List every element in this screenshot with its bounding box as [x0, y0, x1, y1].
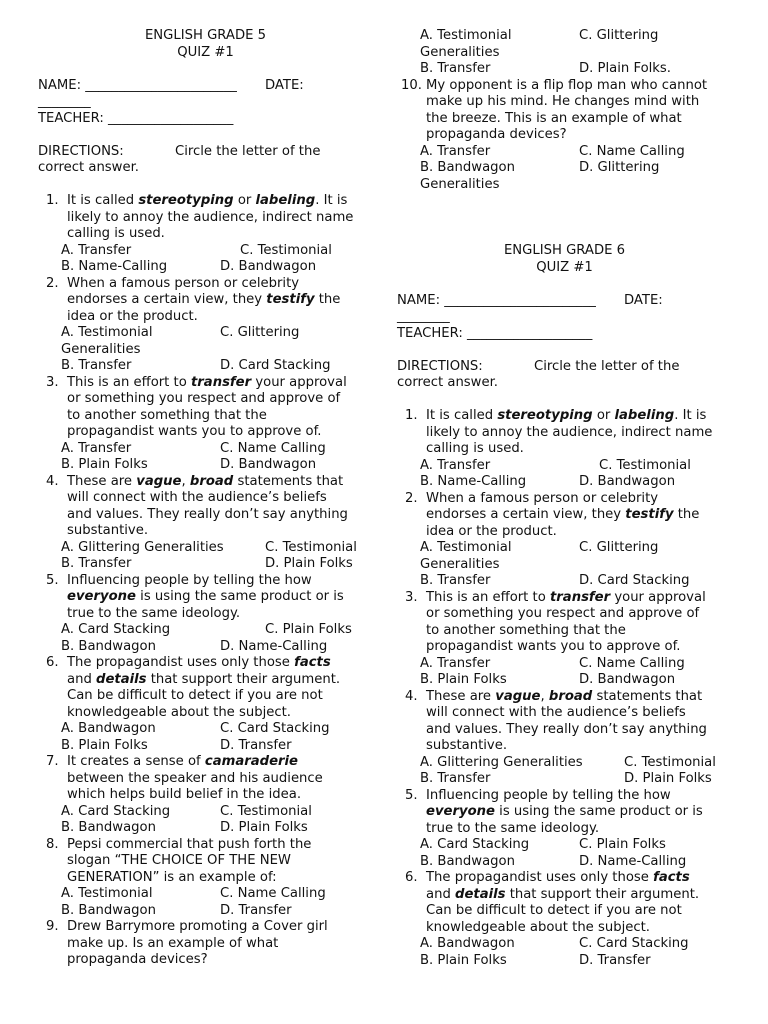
question-text: Influencing people by telling the how — [426, 787, 671, 803]
question-text: The propagandist uses only those — [426, 870, 654, 885]
quiz-number: QUIZ #1 — [177, 44, 234, 60]
question-line — [426, 738, 507, 755]
answer-option: C. Plain Folks — [265, 622, 352, 637]
question-text: calling is used. — [426, 441, 524, 456]
question-text: propagandist wants you to approve of. — [426, 639, 681, 654]
emphasized-keyword: transfer — [190, 374, 252, 390]
question-line — [67, 787, 301, 804]
answer-option: C. Name Calling — [579, 655, 685, 671]
emphasized-keyword: stereotyping — [138, 193, 234, 208]
directions-text: Circle the letter of the — [534, 358, 680, 374]
question-line — [426, 804, 703, 821]
emphasized-keyword: everyone — [426, 804, 495, 819]
question-line — [426, 887, 699, 904]
question-text: When a famous person or celebrity — [67, 275, 300, 291]
question-number: 2. — [46, 275, 59, 291]
question-text: will connect with the audience’s beliefs — [67, 490, 327, 505]
question-line — [426, 821, 599, 838]
question-line — [67, 309, 198, 326]
quiz-title: ENGLISH GRADE 6 — [503, 243, 626, 258]
emphasized-keyword: transfer — [549, 589, 611, 605]
answer-option: D. Transfer — [220, 737, 292, 753]
answer-option: Generalities — [61, 341, 141, 357]
question-text: or — [233, 193, 256, 208]
answer-option: B. Transfer — [61, 556, 132, 571]
answer-option: A. Testimonial — [420, 540, 512, 555]
question-line — [426, 639, 681, 656]
question-text: and — [67, 671, 97, 687]
teacher-field-label: TEACHER: ___________________ — [38, 110, 234, 126]
question-text: knowledgeable about the subject. — [67, 704, 291, 720]
answer-option: B. Plain Folks — [61, 737, 148, 753]
directions-text: Circle the letter of the — [175, 143, 321, 159]
question-number: 5. — [46, 572, 59, 588]
question-text: knowledgeable about the subject. — [426, 919, 650, 935]
emphasized-keyword: testify — [625, 507, 674, 522]
question-line — [426, 722, 707, 739]
question-number: 8. — [46, 836, 59, 852]
question-line — [67, 672, 340, 689]
question-line — [67, 490, 327, 507]
question-line — [426, 870, 690, 887]
question-number: 9. — [46, 919, 59, 934]
emphasized-keyword: stereotyping — [497, 408, 593, 423]
teacher-field-label: TEACHER: ___________________ — [397, 325, 593, 341]
question-line — [67, 754, 298, 771]
answer-option: D. Transfer — [579, 952, 651, 968]
question-text: between the speaker and his audience — [67, 770, 323, 786]
question-text: It is called — [67, 193, 139, 208]
question-number: 6. — [405, 870, 418, 885]
question-line — [67, 226, 165, 243]
answer-option: B. Bandwagon — [61, 638, 156, 654]
question-text: and values. They really don’t say anything — [426, 721, 707, 737]
answer-option: D. Card Stacking — [220, 358, 331, 373]
question-text: to another something that the — [426, 622, 626, 638]
name-field-label: NAME: _______________________ — [38, 77, 237, 93]
answer-option: C. Glittering — [579, 540, 659, 555]
question-text: endorses a certain view, they — [426, 507, 626, 522]
question-line — [67, 408, 267, 425]
answer-option: A. Transfer — [61, 440, 132, 456]
answer-option: D. Plain Folks — [265, 556, 353, 571]
date-field-label: DATE: — [624, 292, 663, 308]
question-text: to another something that the — [67, 407, 267, 423]
date-field-line: ________ — [397, 309, 450, 324]
question-text: The propagandist uses only those — [67, 655, 295, 670]
question-line — [426, 441, 524, 458]
answer-option: C. Testimonial — [265, 539, 357, 555]
question-line — [426, 507, 699, 524]
question-line — [67, 210, 353, 227]
question-text: substantive. — [426, 738, 508, 753]
question-text: or something you respect and approve of — [67, 391, 341, 406]
question-line — [426, 94, 699, 111]
question-line — [67, 507, 348, 524]
answer-option: A. Card Stacking — [420, 837, 530, 852]
question-number: 7. — [46, 754, 59, 769]
question-line — [67, 292, 340, 309]
question-text: true to the same ideology. — [426, 820, 600, 836]
answer-option: A. Testimonial — [61, 325, 153, 340]
answer-option: D. Transfer — [220, 902, 292, 918]
emphasized-keyword: testify — [266, 292, 315, 307]
question-number: 4. — [405, 688, 418, 704]
answer-option: D. Name-Calling — [220, 638, 328, 654]
answer-option: D. Name-Calling — [579, 853, 687, 869]
question-line — [67, 375, 347, 392]
answer-option: A. Transfer — [420, 143, 491, 159]
question-line — [67, 193, 347, 210]
question-text: Drew Barrymore promoting a Cover girl — [67, 919, 328, 934]
question-text: This is an effort to — [426, 589, 550, 605]
emphasized-keyword: everyone — [67, 589, 136, 604]
question-text: endorses a certain view, they — [67, 292, 267, 307]
answer-option: A. Testimonial — [420, 28, 512, 43]
question-text: . It is — [315, 193, 348, 208]
question-line — [426, 425, 712, 442]
question-line — [67, 424, 322, 441]
question-number: 4. — [46, 473, 59, 489]
emphasized-keyword: labeling — [255, 193, 316, 208]
answer-option: D. Glittering — [579, 160, 660, 175]
answer-option: Generalities — [420, 556, 500, 572]
answer-option: D. Bandwagon — [220, 259, 317, 274]
date-field-label: DATE: — [265, 77, 304, 93]
emphasized-keyword: broad — [548, 688, 593, 704]
answer-option: A. Glittering Generalities — [61, 539, 224, 555]
question-line — [67, 870, 277, 887]
question-text: likely to annoy the audience, indirect name — [426, 424, 713, 440]
answer-option: A. Transfer — [420, 457, 491, 473]
question-number: 1. — [405, 408, 418, 423]
question-line — [67, 474, 343, 491]
emphasized-keyword: broad — [189, 473, 234, 489]
answer-option: A. Bandwagon — [420, 936, 515, 951]
quiz-title: ENGLISH GRADE 5 — [144, 28, 267, 43]
answer-option: A. Card Stacking — [61, 803, 171, 819]
question-text: or — [592, 408, 615, 423]
answer-option: Generalities — [420, 176, 500, 192]
answer-option: A. Transfer — [61, 242, 132, 258]
question-line — [67, 705, 291, 722]
answer-option: A. Testimonial — [61, 886, 153, 901]
answer-option: A. Glittering Generalities — [420, 754, 583, 770]
question-text: will connect with the audience’s beliefs — [426, 705, 686, 720]
answer-option: D. Plain Folks — [624, 771, 712, 786]
emphasized-keyword: details — [455, 886, 506, 902]
date-field-line: ________ — [38, 94, 91, 109]
question-text: My opponent is a flip flop man who cannot — [426, 77, 708, 93]
emphasized-keyword: facts — [294, 655, 331, 670]
question-line — [426, 590, 706, 607]
question-text: , — [181, 473, 190, 489]
answer-option: D. Bandwagon — [579, 672, 676, 687]
question-line — [67, 589, 344, 606]
answer-option: A. Transfer — [420, 655, 491, 671]
question-text: your approval — [251, 374, 347, 390]
answer-option: C. Card Stacking — [220, 721, 330, 736]
question-line — [426, 788, 671, 805]
question-text: Can be difficult to detect if you are not — [67, 688, 323, 703]
answer-option: D. Bandwagon — [579, 474, 676, 489]
question-number: 10. — [401, 77, 422, 93]
question-text: and — [426, 886, 456, 902]
directions-label: DIRECTIONS: — [38, 143, 124, 159]
answer-option: B. Bandwagon — [420, 853, 515, 869]
question-text: . It is — [674, 408, 707, 423]
directions-text-continued: correct answer. — [397, 375, 498, 390]
answer-option: C. Testimonial — [220, 803, 312, 819]
question-line — [426, 491, 658, 508]
question-text: It is called — [426, 408, 498, 423]
question-text: It creates a sense of — [67, 754, 205, 769]
question-line — [426, 524, 557, 541]
question-text: propaganda devices? — [426, 127, 567, 142]
answer-option: D. Bandwagon — [220, 457, 317, 472]
answer-option: B. Bandwagon — [420, 160, 515, 175]
answer-option: C. Testimonial — [599, 457, 691, 473]
question-text: your approval — [610, 589, 706, 605]
answer-option: B. Bandwagon — [61, 902, 156, 918]
question-text: that support their argument. — [505, 886, 700, 902]
question-line — [426, 689, 702, 706]
answer-option: C. Glittering — [220, 325, 300, 340]
answer-option: B. Plain Folks — [61, 457, 148, 472]
question-text: propagandist wants you to approve of. — [67, 424, 322, 439]
answer-option: B. Transfer — [420, 771, 491, 786]
question-line — [67, 936, 278, 953]
answer-option: C. Name Calling — [579, 143, 685, 159]
answer-option: C. Testimonial — [240, 242, 332, 258]
question-text: slogan “THE CHOICE OF THE NEW — [67, 853, 291, 868]
question-line — [67, 391, 340, 408]
answer-option: Generalities — [420, 44, 500, 60]
question-line — [67, 919, 328, 936]
question-text: substantive. — [67, 523, 149, 538]
question-text: is using the same product or is — [135, 589, 344, 604]
directions-text-continued: correct answer. — [38, 160, 139, 175]
question-text: , — [540, 688, 549, 704]
question-text: Influencing people by telling the how — [67, 572, 312, 588]
question-line — [426, 623, 626, 640]
question-line — [67, 771, 323, 788]
question-line — [67, 688, 323, 705]
answer-option: B. Bandwagon — [61, 820, 156, 835]
question-number: 5. — [405, 787, 418, 803]
question-line — [426, 408, 706, 425]
question-text: Pepsi commercial that push forth the — [67, 836, 312, 852]
quiz-number: QUIZ #1 — [536, 259, 593, 275]
answer-option: C. Name Calling — [220, 886, 326, 901]
directions-label: DIRECTIONS: — [397, 358, 483, 374]
answer-option: B. Plain Folks — [420, 672, 507, 687]
question-line — [67, 655, 331, 672]
emphasized-keyword: vague — [136, 473, 182, 489]
question-text: Can be difficult to detect if you are not — [426, 903, 682, 918]
question-text: the breeze. This is an example of what — [426, 110, 682, 126]
question-text: make up. Is an example of what — [67, 935, 279, 951]
question-line — [67, 837, 311, 854]
question-line — [426, 111, 682, 128]
emphasized-keyword: details — [96, 671, 147, 687]
question-line — [426, 903, 682, 920]
question-line — [426, 127, 567, 144]
question-number: 3. — [405, 589, 418, 605]
question-text: statements that — [233, 473, 344, 489]
question-number: 6. — [46, 655, 59, 670]
name-field-label: NAME: _______________________ — [397, 292, 596, 308]
emphasized-keyword: labeling — [614, 408, 675, 423]
question-text: likely to annoy the audience, indirect name — [67, 209, 354, 225]
answer-option: A. Card Stacking — [61, 622, 171, 637]
question-line — [426, 78, 707, 95]
emphasized-keyword: camaraderie — [204, 754, 298, 769]
question-line — [67, 952, 208, 969]
question-text: This is an effort to — [67, 374, 191, 390]
answer-option: B. Plain Folks — [420, 952, 507, 968]
question-line — [67, 276, 299, 293]
answer-option: C. Glittering — [579, 28, 659, 43]
question-text: When a famous person or celebrity — [426, 490, 659, 506]
answer-option: C. Testimonial — [624, 754, 716, 770]
emphasized-keyword: facts — [653, 870, 690, 885]
question-line — [426, 606, 699, 623]
answer-option: D. Plain Folks — [220, 820, 308, 835]
question-line — [67, 853, 291, 870]
question-text: idea or the product. — [426, 523, 557, 539]
question-text: These are — [67, 473, 137, 489]
question-text: statements that — [592, 688, 703, 704]
answer-option: C. Name Calling — [220, 440, 326, 456]
question-text: is using the same product or is — [494, 804, 703, 819]
question-number: 3. — [46, 374, 59, 390]
question-text: that support their argument. — [146, 671, 341, 687]
question-line — [67, 573, 312, 590]
question-text: and values. They really don’t say anything — [67, 506, 348, 522]
question-number: 2. — [405, 490, 418, 506]
answer-option: B. Transfer — [61, 358, 132, 373]
question-text: GENERATION” is an example of: — [67, 869, 277, 885]
answer-option: D. Plain Folks. — [579, 61, 671, 76]
question-line — [67, 606, 240, 623]
answer-option: B. Name-Calling — [61, 259, 168, 274]
question-text: or something you respect and approve of — [426, 606, 700, 621]
question-text: the — [314, 292, 341, 307]
question-text: the — [673, 507, 700, 522]
emphasized-keyword: vague — [495, 688, 541, 704]
question-line — [426, 920, 650, 937]
question-line — [67, 523, 148, 540]
question-text: These are — [426, 688, 496, 704]
question-text: make up his mind. He changes mind with — [426, 94, 700, 109]
question-text: which helps build belief in the idea. — [67, 787, 302, 802]
answer-option: B. Name-Calling — [420, 474, 527, 489]
answer-option: C. Card Stacking — [579, 936, 689, 951]
answer-option: C. Plain Folks — [579, 837, 666, 852]
question-text: propaganda devices? — [67, 952, 208, 967]
question-line — [426, 705, 686, 722]
answer-option: D. Card Stacking — [579, 573, 690, 588]
answer-option: B. Transfer — [420, 573, 491, 588]
question-number: 1. — [46, 193, 59, 208]
question-text: true to the same ideology. — [67, 605, 241, 621]
answer-option: A. Bandwagon — [61, 721, 156, 736]
question-text: calling is used. — [67, 226, 165, 241]
question-text: idea or the product. — [67, 308, 198, 324]
answer-option: B. Transfer — [420, 61, 491, 76]
